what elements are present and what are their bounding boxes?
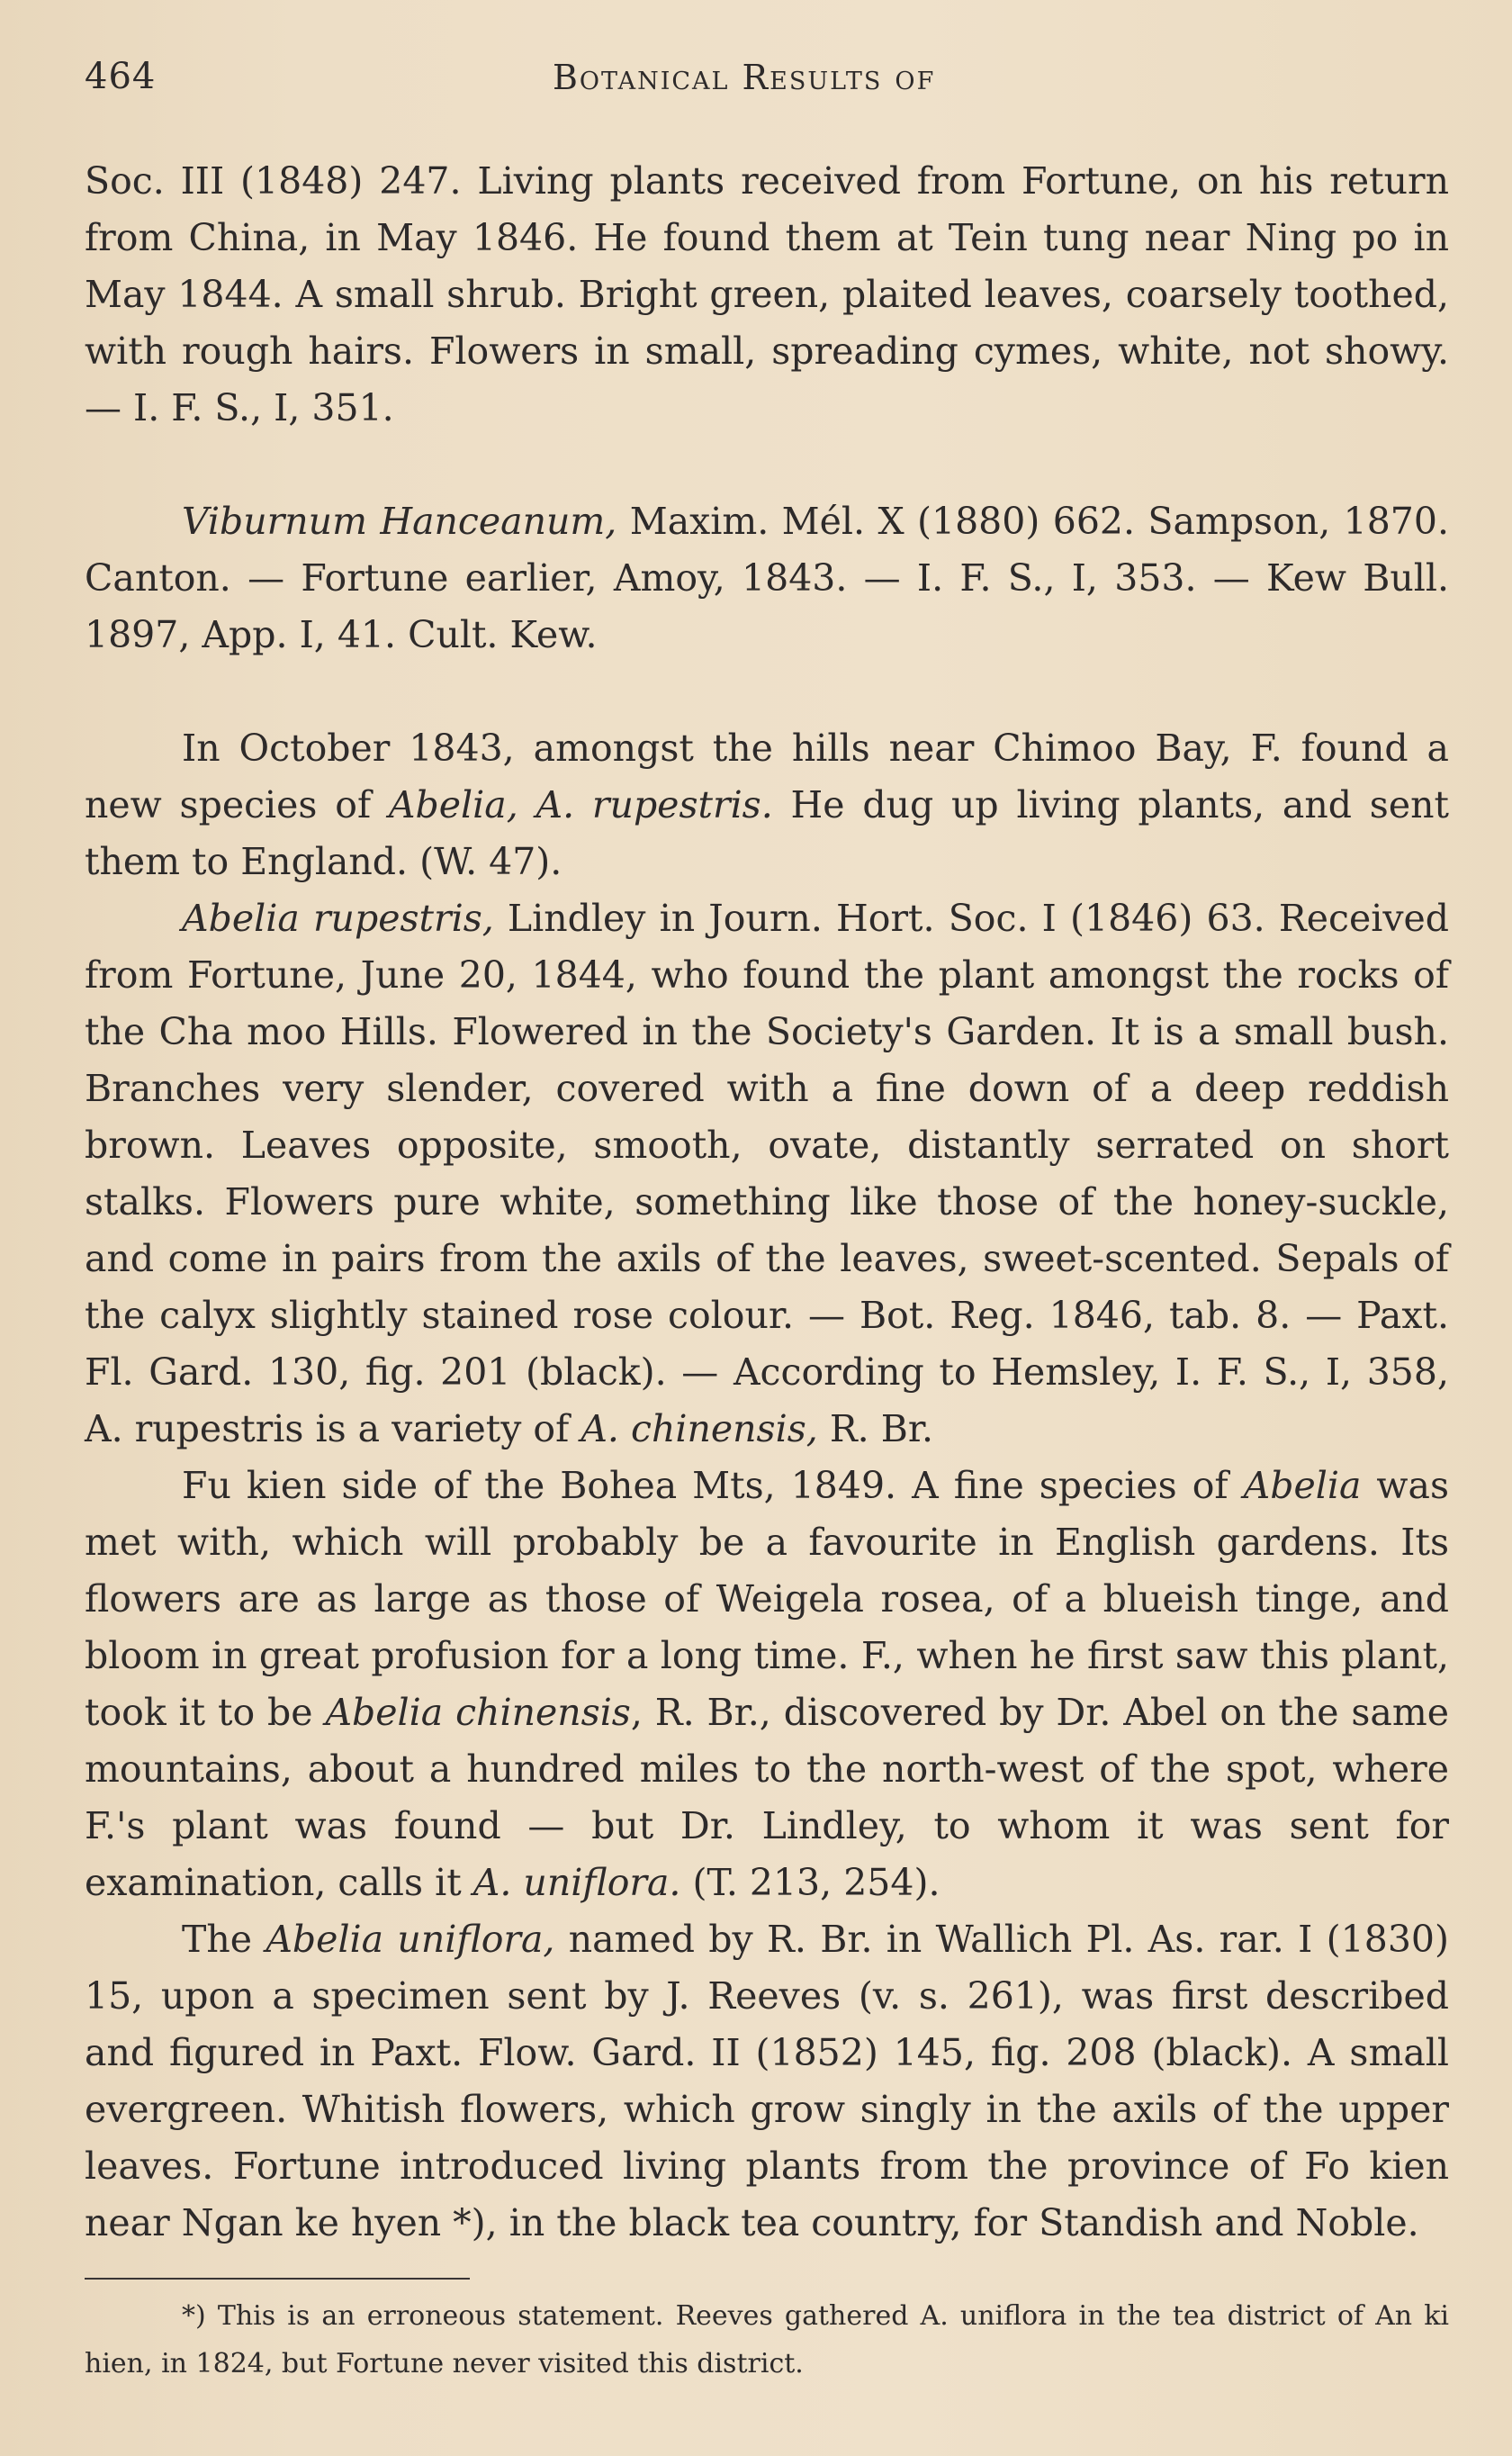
paragraph-text: He dug up living plants, and sent them to England. (W. 47).	[85, 783, 1449, 883]
paragraph-chimoo-bay	[85, 720, 1449, 890]
paragraph-fu-kien	[85, 1458, 1449, 1911]
footnote-rule	[85, 2278, 470, 2280]
footnote	[85, 2292, 1449, 2388]
paragraph-text: Lindley in Journ. Hort. Soc. I (1846) 63. Received from Fortune, June 20, 1844, who found the plant amongst the rocks of the Cha moo Hills. Flowered in the Society's Garden. It is a small bush. Branches very slender, covered with a fine down of a deep reddish brown. Leaves opposite, smooth, ovate, distantly serrated on short stalks. Flowers pure white, something like those of the honey-suckle, and come in pairs from the axils of the leaves, sweet-scented. Sepals of the calyx slightly stained rose colour. — Bot. Reg. 1846, tab. 8. — Paxt. Fl. Gard. 130, fig. 201 (black). — According to Hemsley, I. F. S., I, 358, A. rupestris is a variety of	[85, 897, 1449, 1450]
paragraph-viburnum	[85, 493, 1449, 664]
species-name: Abelia chinensis	[325, 1691, 631, 1734]
body-text	[85, 153, 1449, 2252]
paragraph-text: Maxim. Mél. X (1880) 662. Sampson, 1870. Canton. — Fortune earlier, Amoy, 1843. — I. F. S., I, 353. — Kew Bull. 1897, App. I, 41. Cult. Kew.	[85, 500, 1449, 656]
species-name: Abelia, A. rupestris.	[388, 783, 773, 826]
species-name: Abelia uniflora,	[266, 1918, 555, 1961]
species-name: A. uniflora.	[472, 1861, 681, 1904]
paragraph-text: Soc. III (1848) 247. Living plants received from Fortune, on his return from China, in May 1846. He found them at Tein tung near Ning po in May 1844. A small shrub. Bright green, plaited leaves, coarsely toothed, with rough hairs. Flowers in small, spreading cymes, white, not showy. — I. F. S., I, 351.	[85, 159, 1449, 429]
paragraph-abelia-uniflora	[85, 1911, 1449, 2252]
paragraph-abelia-rupestris	[85, 890, 1449, 1458]
paragraph-text: (T. 213, 254).	[680, 1861, 940, 1904]
species-name: A. chinensis,	[580, 1407, 818, 1450]
footnote-text: *) This is an erroneous statement. Reeves gathered A. uniflora in the tea district of An ki hien, in 1824, but Fortune never visited this district.	[85, 2300, 1449, 2379]
paragraph-text: The	[182, 1918, 266, 1961]
paragraph-text: Fu kien side of the Bohea Mts, 1849. A fine species of	[182, 1464, 1244, 1507]
paragraph-text: R. Br.	[817, 1407, 934, 1450]
paragraph-continuation	[85, 153, 1449, 437]
page-number: 464	[85, 56, 157, 97]
paragraph-text: was met with, which will probably be a favourite in English gardens. Its flowers are as large as those of Weigela rosea, of a blueish tinge, and bloom in great profusion for a long time. F., when he first saw this plant, took it to be	[85, 1464, 1449, 1734]
paragraph-text: In October 1843, amongst the hills near Chimoo Bay, F. found a new species of	[85, 727, 1449, 826]
paragraph-gap	[85, 437, 1449, 493]
paragraph-text: , R. Br., discovered by Dr. Abel on the same mountains, about a hundred miles to the north-west of the spot, where F.'s plant was found — but Dr. Lindley, to whom it was sent for examination, calls it	[85, 1691, 1450, 1904]
running-head: Botanical Results of	[553, 58, 936, 97]
paragraph-gap	[85, 664, 1449, 720]
page-header	[85, 56, 1427, 104]
paragraph-text: named by R. Br. in Wallich Pl. As. rar. I (1830) 15, upon a specimen sent by J. Reeves (v. s. 261), was first described and figured in Paxt. Flow. Gard. II (1852) 145, fig. 208 (black). A small evergreen. Whitish flowers, which grow singly in the axils of the upper leaves. Fortune introduced living plants from the province of Fo kien near Ngan ke hyen *), in the black tea country, for Standish and Noble.	[85, 1918, 1449, 2244]
species-name: Abelia rupestris,	[182, 897, 494, 940]
species-name: Abelia	[1243, 1464, 1362, 1507]
species-name: Viburnum Hanceanum,	[182, 500, 617, 543]
